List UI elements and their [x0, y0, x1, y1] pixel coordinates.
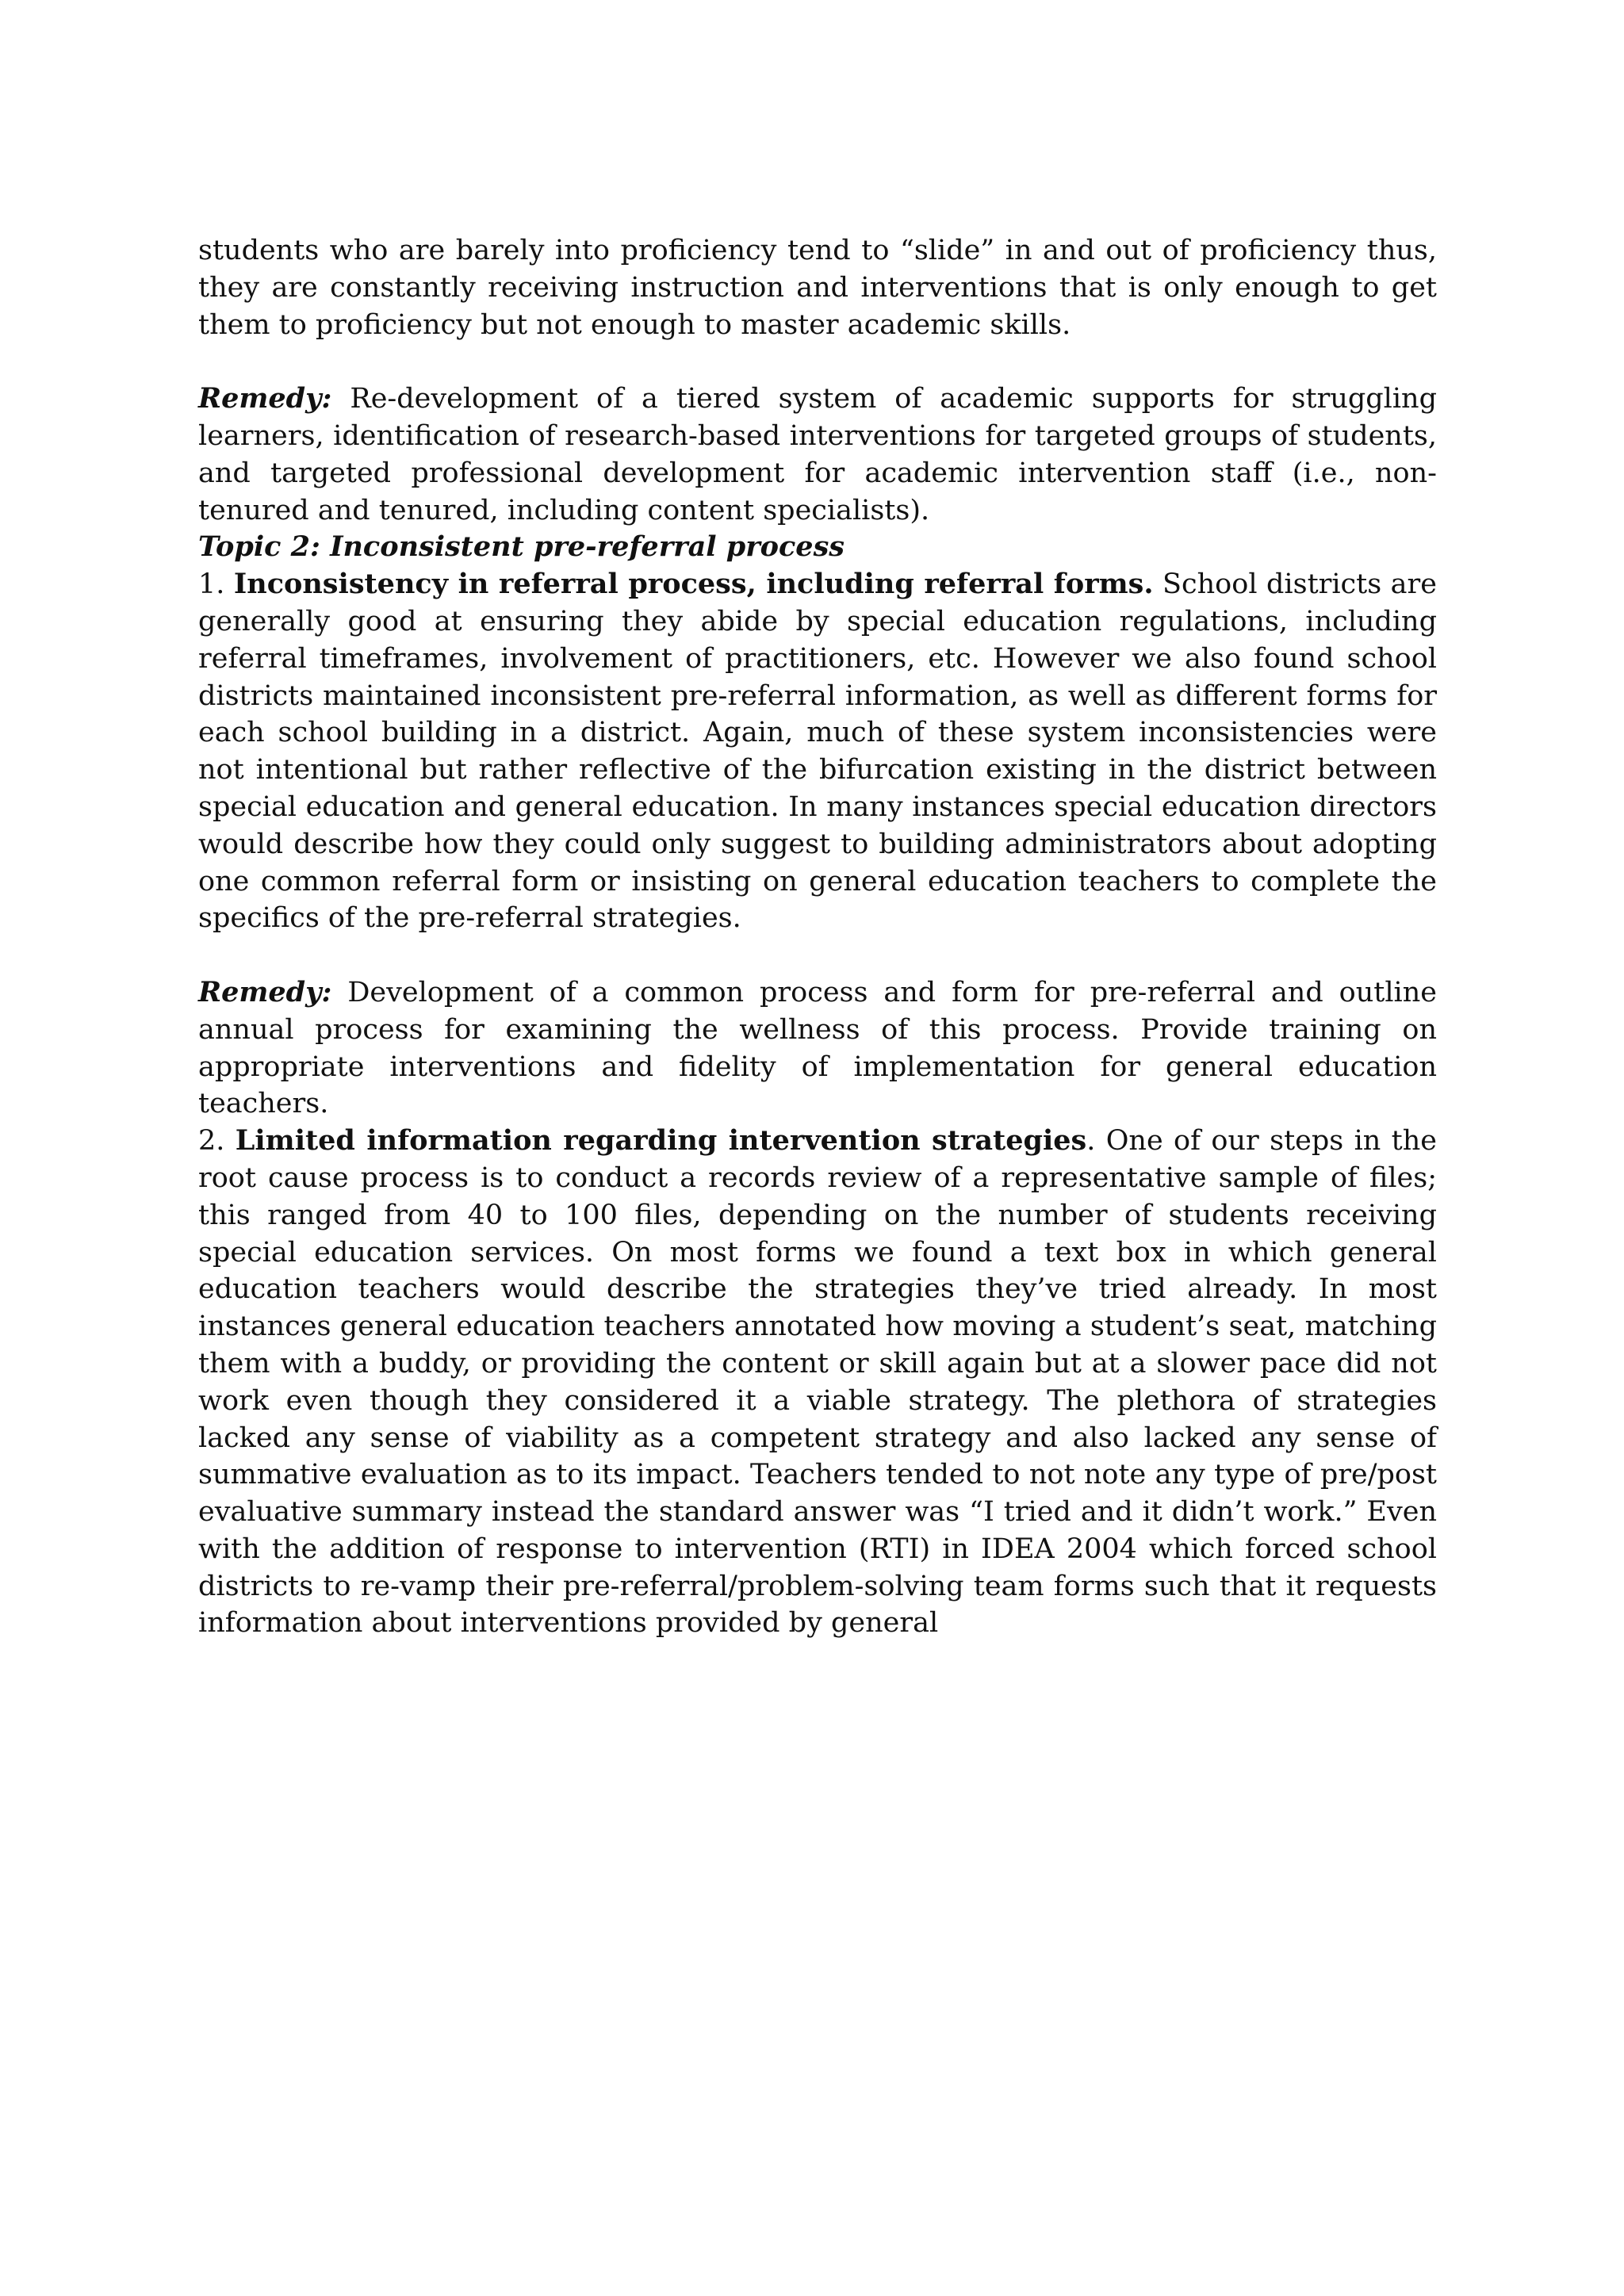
item-1-paragraph — [198, 566, 1437, 937]
remedy-paragraph-1 — [198, 381, 1437, 529]
item-number: 1. — [198, 568, 234, 601]
item-2-paragraph — [198, 1123, 1437, 1642]
remedy-label: Remedy: — [198, 975, 332, 1008]
remedy-paragraph-2 — [198, 974, 1437, 1123]
paragraph-spacer — [198, 343, 1437, 381]
document-page — [198, 232, 1437, 1642]
remedy-text: Development of a common process and form for pre-referral and outline annual process for examining the wellness of this process. Provide training on appropriate interventions and fidelity of implementation for general education teachers. — [198, 976, 1437, 1120]
item-text: School districts are generally good at ensuring they abide by special education regulations, including referral timeframes, involvement of practitioners, etc. However we also found school districts maintained inconsistent pre-referral information, as well as different forms for each school building in a district. Again, much of these system inconsistencies were not intentional but rather reflective of the bifurcation existing in the district between special education and general education. In many instances special education directors would describe how they could only suggest to building administrators about adopting one common referral form or insisting on general education teachers to complete the specifics of the pre-referral strategies. — [198, 568, 1437, 935]
item-heading: Inconsistency in referral process, including referral forms. — [233, 568, 1154, 601]
intro-paragraph: students who are barely into proficiency tend to “slide” in and out of proficiency thus, they are constantly receiving instruction and interventions that is only enough to get them to proficiency but not enough to master academic skills. — [198, 235, 1437, 341]
item-number: 2. — [198, 1125, 236, 1158]
item-heading: Limited information regarding intervention strategies — [235, 1124, 1087, 1158]
paragraph-spacer — [198, 937, 1437, 974]
remedy-label: Remedy: — [198, 382, 332, 415]
item-text: . One of our steps in the root cause process is to conduct a records review of a representative sample of files; this ranged from 40 to 100 files, depending on the number of students receiving special education services. On most forms we found a text box in which general education teachers would describe the strategies they’ve tried already. In most instances general education teachers annotated how moving a student’s seat, matching them with a buddy, or providing the content or skill again but at a slower pace did not work even though they considered it a viable strategy. The plethora of strategies lacked any sense of viability as a competent strategy and also lacked any sense of summative evaluation as to its impact. Teachers tended to not note any type of pre/post evaluative summary instead the standard answer was “I tried and it didn’t work.” Even with the addition of response to intervention (RTI) in IDEA 2004 which forced school districts to re-vamp their pre-referral/problem-solving team forms such that it requests information about interventions provided by general — [198, 1125, 1437, 1640]
remedy-text: Re-development of a tiered system of academic supports for struggling learners, identification of research-based interventions for targeted groups of students, and targeted professional development for academic intervention staff (i.e., non-tenured and tenured, including content specialists). — [198, 383, 1437, 526]
topic-heading: Topic 2: Inconsistent pre-referral process — [198, 530, 845, 564]
